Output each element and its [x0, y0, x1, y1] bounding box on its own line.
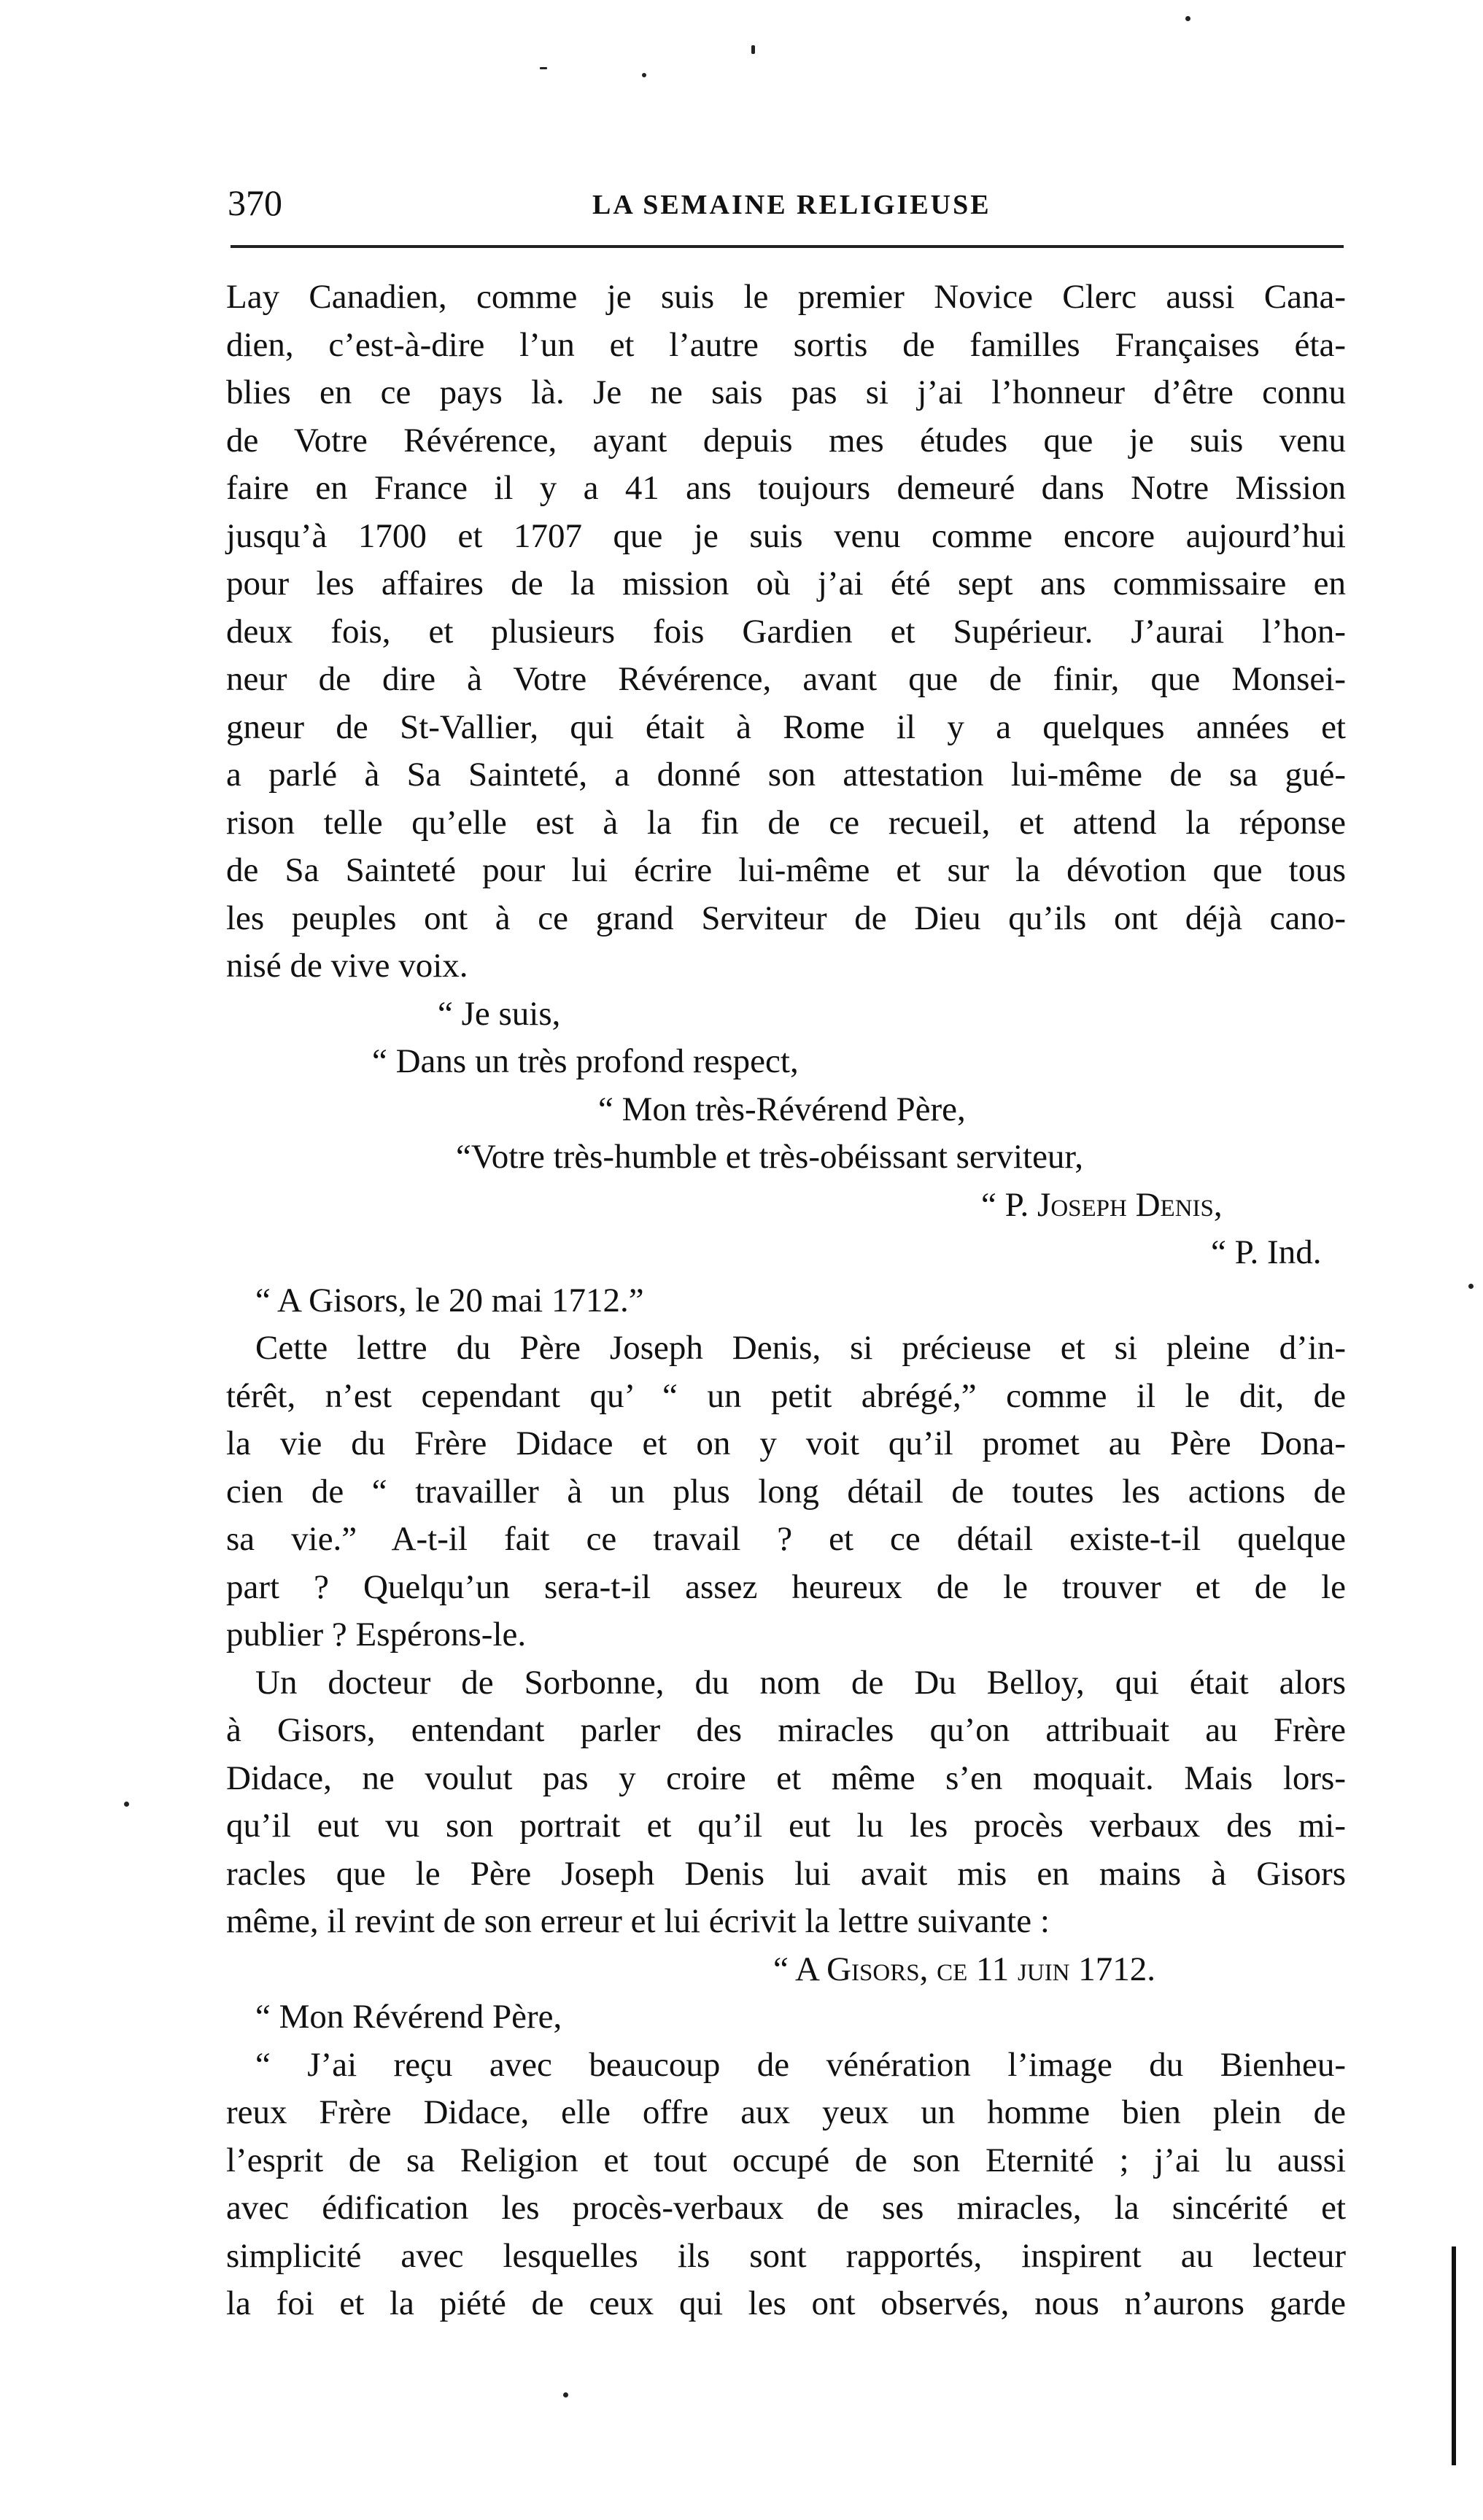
text-line: “ P. Joseph Denis, — [981, 1185, 1223, 1224]
text-line: Cette lettre du Père Joseph Denis, si précieuse et si pleine d’in- — [255, 1329, 1346, 1367]
text-line: Didace, ne voulut pas y croire et même s’en moquait. Mais lors- — [226, 1759, 1346, 1797]
text-line: la foi et la piété de ceux qui les ont observés, nous n’aurons garde — [226, 2284, 1346, 2322]
text-line: jusqu’à 1700 et 1707 que je suis venu comme encore aujourd’hui — [226, 516, 1346, 555]
text-line: Un docteur de Sorbonne, du nom de Du Belloy, qui était alors — [255, 1663, 1346, 1702]
text-line: sa vie.” A-t-il fait ce travail ? et ce détail existe-t-il quelque — [226, 1520, 1346, 1558]
page-header — [228, 181, 1344, 232]
text-line: “ Je suis, — [438, 994, 561, 1033]
text-line: racles que le Père Joseph Denis lui avait mis en mains à Gisors — [226, 1854, 1346, 1893]
text-line: rison telle qu’elle est à la fin de ce recueil, et attend la réponse — [226, 803, 1346, 842]
text-line: pour les affaires de la mission où j’ai été sept ans commissaire en — [226, 565, 1346, 602]
text-line: “ J’ai reçu avec beaucoup de vénération l’image du Bienheu- — [255, 2045, 1346, 2084]
text-line: “ P. Ind. — [1211, 1233, 1322, 1271]
running-title: LA SEMAINE RELIGIEUSE — [592, 190, 991, 220]
text-line: cien de “ travailler à un plus long détail de toutes les actions de — [226, 1472, 1346, 1511]
header-rule — [231, 245, 1344, 248]
text-line: nisé de vive voix. — [226, 947, 468, 985]
text-line: même, il revint de son erreur et lui écrivit la lettre suivante : — [226, 1902, 1050, 1940]
text-line: à Gisors, entendant parler des miracles qu’on attribuait au Frère — [226, 1711, 1346, 1749]
text-line: “Votre très-humble et très-obéissant serviteur, — [456, 1138, 1083, 1176]
text-line: “ A Gisors, ce 11 juin 1712. — [773, 1950, 1156, 1988]
text-line: reux Frère Didace, elle offre aux yeux un homme bien plein de — [226, 2093, 1346, 2131]
text-line: dien, c’est-à-dire l’un et l’autre sortis de familles Françaises éta- — [226, 325, 1346, 364]
text-line: “ Mon très-Révérend Père, — [598, 1090, 966, 1128]
text-line: deux fois, et plusieurs fois Gardien et Supérieur. J’aurai l’hon- — [226, 612, 1346, 651]
text-line: l’esprit de sa Religion et tout occupé de son Eternité ; j’ai lu aussi — [226, 2141, 1346, 2179]
text-line: “ A Gisors, le 20 mai 1712.” — [255, 1281, 644, 1319]
text-line: de Sa Sainteté pour lui écrire lui-même et sur la dévotion que tous — [226, 851, 1346, 889]
page-number: 370 — [228, 182, 282, 223]
text-line: publier ? Espérons-le. — [226, 1616, 527, 1653]
text-line: gneur de St-Vallier, qui était à Rome il y a quelques années et — [226, 707, 1346, 746]
body-text — [226, 274, 1346, 2328]
text-line: “ Mon Révérend Père, — [255, 1998, 562, 2036]
text-line: a parlé à Sa Sainteté, a donné son attestation lui-même de sa gué- — [226, 756, 1346, 794]
text-line: blies en ce pays là. Je ne sais pas si j’ai l’honneur d’être connu — [226, 373, 1346, 411]
page-edge-mark — [1452, 2246, 1456, 2465]
text-line: simplicité avec lesquelles ils sont rapportés, inspirent au lecteur — [226, 2236, 1346, 2275]
text-line: la vie du Frère Didace et on y voit qu’il promet au Père Dona- — [226, 1424, 1346, 1462]
text-line: “ Dans un très profond respect, — [372, 1042, 799, 1080]
text-line: neur de dire à Votre Révérence, avant que de finir, que Monsei- — [226, 660, 1346, 698]
text-line: Lay Canadien, comme je suis le premier Novice Clerc aussi Cana- — [226, 278, 1346, 316]
text-line: qu’il eut vu son portrait et qu’il eut lu les procès verbaux des mi- — [226, 1807, 1346, 1845]
text-line: faire en France il y a 41 ans toujours demeuré dans Notre Mission — [226, 469, 1346, 507]
text-line: de Votre Révérence, ayant depuis mes études que je suis venu — [226, 421, 1346, 460]
text-line: térêt, n’est cependant qu’ “ un petit abrégé,” comme il le dit, de — [226, 1376, 1346, 1415]
text-line: part ? Quelqu’un sera-t-il assez heureux de le trouver et de le — [226, 1567, 1346, 1606]
text-line: avec édification les procès-verbaux de ses miracles, la sincérité et — [226, 2189, 1346, 2227]
text-line: les peuples ont à ce grand Serviteur de Dieu qu’ils ont déjà cano- — [226, 899, 1346, 937]
